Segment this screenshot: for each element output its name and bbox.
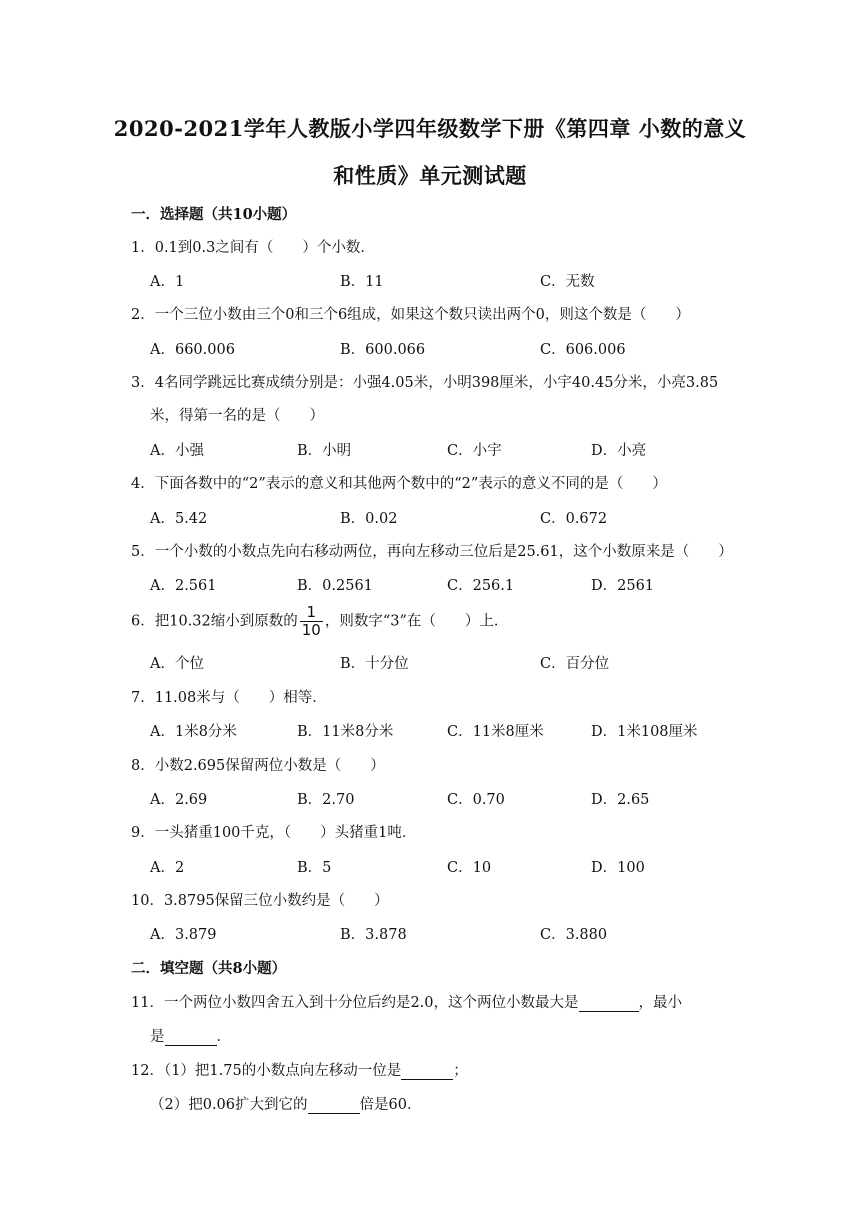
- question-11-text-end: 是: [150, 1029, 165, 1045]
- answer-blank[interactable]: [165, 1029, 217, 1046]
- option-c: C．0.70: [447, 792, 505, 808]
- question-5: 5．一个小数的小数点先向右移动两位，再向左移动三位后是25.61，这个小数原来是（ ）: [131, 544, 733, 560]
- option-a: A．2: [150, 860, 185, 876]
- option-a: A．660.006: [150, 342, 235, 358]
- option-a: A．1米8分米: [150, 724, 237, 740]
- question-3: 3．4名同学跳远比赛成绩分别是：小强4.05米，小明398厘米，小宇40.45分米，小亮3.85: [131, 375, 719, 391]
- question-12-part-2-end: 倍是60．: [359, 1097, 422, 1113]
- question-11-text: 11．一个两位小数四舍五入到十分位后约是2.0，这个两位小数最大是: [131, 995, 579, 1011]
- option-c: C．小宇: [447, 443, 502, 459]
- options-row: [150, 788, 750, 808]
- question-2: 2．一个三位小数由三个0和三个6组成，如果这个数只读出两个0，则这个数是（ ）: [131, 307, 690, 323]
- section-heading-fill: 二．填空题（共8小题）: [131, 960, 287, 977]
- option-c: C．百分位: [540, 656, 610, 672]
- option-d: D．100: [591, 860, 645, 876]
- option-b: B．0.2561: [297, 578, 373, 594]
- options-row: [150, 856, 750, 876]
- options-row: [150, 270, 750, 290]
- option-a: A．个位: [150, 656, 204, 672]
- fraction: [300, 604, 323, 639]
- section-heading-choice: 一．选择题（共10小题）: [131, 206, 297, 223]
- fraction-numerator: 1: [300, 604, 323, 622]
- option-c: C．3.880: [540, 927, 608, 943]
- question-12-part-1: 12．（1）把1.75的小数点向左移动一位是: [131, 1063, 402, 1079]
- question-12-part-2-line: [150, 1093, 421, 1114]
- question-10: 10．3.8795保留三位小数约是（ ）: [131, 893, 389, 909]
- title-line-2: 和性质》单元测试题: [333, 163, 527, 188]
- option-b: B．3.878: [340, 927, 407, 943]
- option-c: C．无数: [540, 274, 595, 290]
- option-d: D．2.65: [591, 792, 650, 808]
- option-d: D．1米108厘米: [591, 724, 698, 740]
- question-6-text-after: ，则数字“3”在（ ）上．: [324, 613, 509, 630]
- fraction-denominator: 10: [301, 621, 321, 639]
- options-row: [150, 652, 750, 672]
- answer-blank[interactable]: [579, 995, 639, 1012]
- question-9: 9．一头猪重100千克，（ ）头猪重1吨．: [131, 825, 417, 841]
- option-c: C．256.1: [447, 578, 515, 594]
- option-a: A．2.69: [150, 792, 208, 808]
- option-a: A．2.561: [150, 578, 217, 594]
- question-6: [131, 604, 731, 639]
- question-12: [131, 1059, 731, 1080]
- question-11-period: ．: [216, 1029, 231, 1045]
- question-11: [131, 991, 731, 1012]
- option-c: C．11米8厘米: [447, 724, 544, 740]
- answer-blank[interactable]: [401, 1063, 453, 1080]
- options-row: [150, 439, 750, 459]
- question-7: 7．11.08米与（ ）相等．: [131, 690, 327, 706]
- question-11-text-mid: ，最小: [638, 995, 683, 1011]
- option-c: C．10: [447, 860, 492, 876]
- title-line-1: 2020-2021学年人教版小学四年级数学下册《第四章 小数的意义: [113, 116, 747, 141]
- question-12-part-2: （2）把0.06扩大到它的: [150, 1097, 308, 1113]
- option-d: D．2561: [591, 578, 655, 594]
- option-a: A．3.879: [150, 927, 217, 943]
- option-a: A．1: [150, 274, 185, 290]
- option-b: B．2.70: [297, 792, 355, 808]
- option-c: C．606.006: [540, 342, 626, 358]
- option-b: B．11: [340, 274, 384, 290]
- question-11-continued: [150, 1025, 231, 1046]
- option-b: B．600.066: [340, 342, 426, 358]
- option-c: C．0.672: [540, 511, 608, 527]
- option-a: A．小强: [150, 443, 204, 459]
- option-b: B．5: [297, 860, 332, 876]
- question-1: 1．0.1到0.3之间有（ ）个小数．: [131, 240, 375, 256]
- option-b: B．小明: [297, 443, 352, 459]
- options-row: [150, 720, 750, 740]
- question-4: 4．下面各数中的“2”表示的意义和其他两个数中的“2”表示的意义不同的是（ ）: [131, 476, 667, 492]
- options-row: [150, 507, 750, 527]
- option-b: B．11米8分米: [297, 724, 394, 740]
- options-row: [150, 338, 750, 358]
- answer-blank[interactable]: [308, 1097, 360, 1114]
- option-d: D．小亮: [591, 443, 647, 459]
- question-8: 8．小数2.695保留两位小数是（ ）: [131, 758, 385, 774]
- options-row: [150, 923, 750, 943]
- option-b: B．十分位: [340, 656, 409, 672]
- option-a: A．5.42: [150, 511, 208, 527]
- question-6-text-before: 6．把10.32缩小到原数的: [131, 613, 298, 630]
- question-3-continued: 米，得第一名的是（ ）: [150, 408, 324, 424]
- question-12-part-1-end: ；: [453, 1063, 468, 1079]
- option-b: B．0.02: [340, 511, 398, 527]
- options-row: [150, 574, 750, 594]
